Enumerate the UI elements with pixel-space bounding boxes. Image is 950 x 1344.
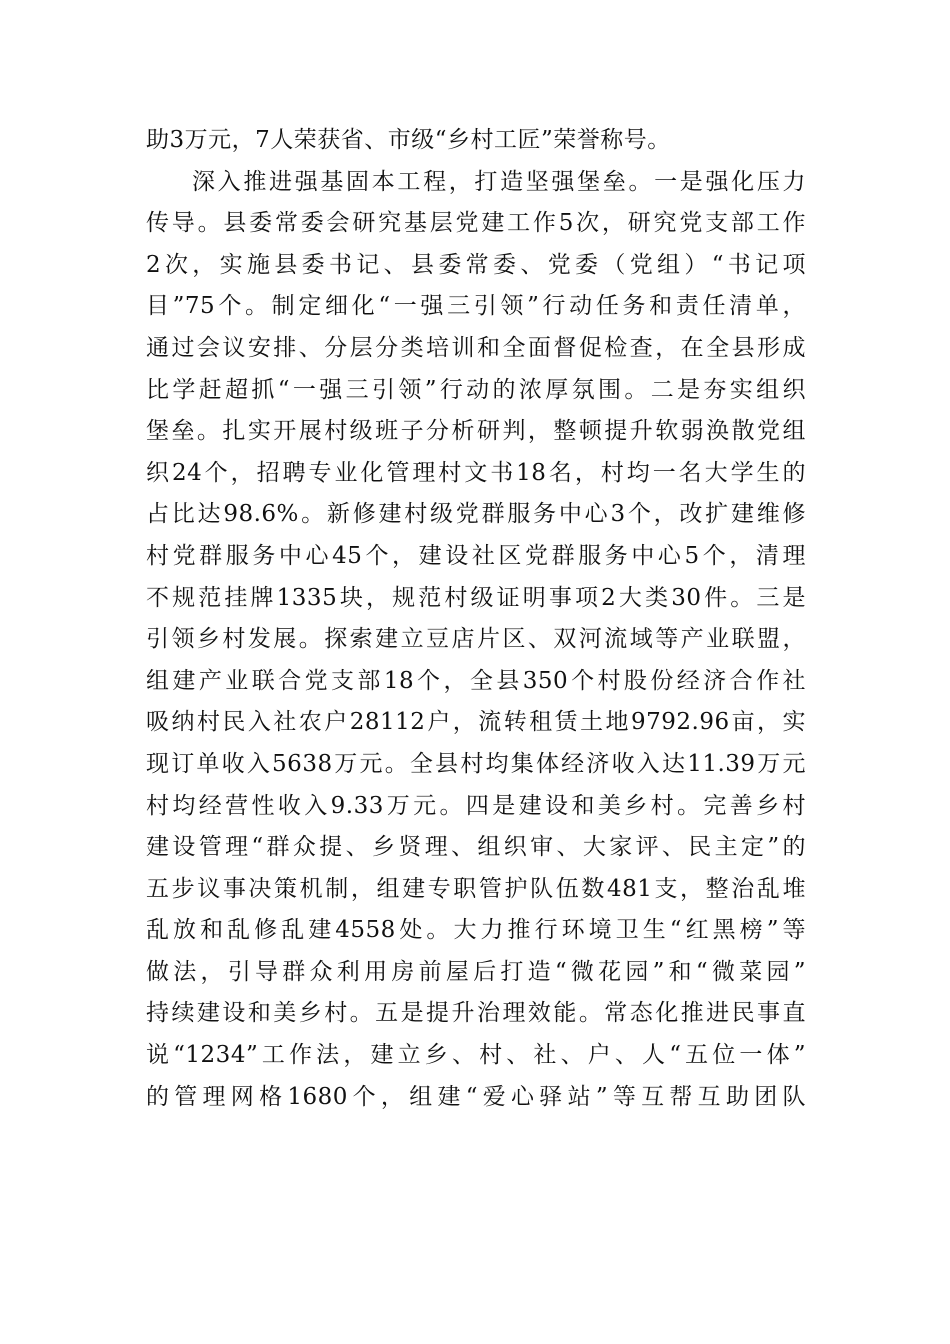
text-line: 比学赶超抓“一强三引领”行动的浓厚氛围。二是夯实组织 [146, 376, 806, 403]
text-line: 2次，实施县委书记、县委常委、党委（党组）“书记项 [146, 251, 806, 278]
text-line: 说“1234”工作法，建立乡、村、社、户、人“五位一体” [146, 1042, 806, 1069]
body-text [146, 120, 806, 1118]
text-line: 做法，引导群众利用房前屋后打造“微花园”和“微菜园” [146, 958, 806, 985]
text-line: 组建产业联合党支部18个，全县350个村股份经济合作社 [146, 667, 806, 694]
text-line: 现订单收入5638万元。全县村均集体经济收入达11.39万元 [146, 750, 806, 777]
text-line: 建设管理“群众提、乡贤理、组织审、大家评、民主定”的 [146, 834, 806, 861]
text-line: 织24个，招聘专业化管理村文书18名，村均一名大学生的 [146, 459, 806, 486]
text-line: 引领乡村发展。探索建立豆店片区、双河流域等产业联盟， [146, 626, 806, 653]
text-line: 持续建设和美乡村。五是提升治理效能。常态化推进民事直 [146, 1000, 806, 1027]
paragraph-first-line: 深入推进强基固本工程，打造坚强堡垒。一是强化压力 [192, 168, 806, 195]
text-line: 五步议事决策机制，组建专职管护队伍数481支，整治乱堆 [146, 875, 806, 902]
text-line: 通过会议安排、分层分类培训和全面督促检查，在全县形成 [146, 334, 806, 361]
text-line: 助3万元，7人荣获省、市级“乡村工匠”荣誉称号。 [146, 127, 671, 153]
text-line: 村党群服务中心45个，建设社区党群服务中心5个，清理 [146, 542, 806, 569]
text-line: 传导。县委常委会研究基层党建工作5次，研究党支部工作 [146, 210, 806, 237]
text-line: 村均经营性收入9.33万元。四是建设和美乡村。完善乡村 [146, 792, 806, 819]
text-line: 不规范挂牌1335块，规范村级证明事项2大类30件。三是 [146, 584, 806, 611]
text-line: 占比达98.6%。新修建村级党群服务中心3个，改扩建维修 [146, 501, 806, 528]
text-line: 乱放和乱修乱建4558处。大力推行环境卫生“红黑榜”等 [146, 917, 806, 944]
text-line: 目”75个。制定细化“一强三引领”行动任务和责任清单， [146, 293, 806, 320]
text-line: 的管理网格1680个，组建“爱心驿站”等互帮互助团队 [146, 1083, 806, 1110]
text-line: 堡垒。扎实开展村级班子分析研判，整顿提升软弱涣散党组 [146, 418, 806, 445]
text-line: 吸纳村民入社农户28112户，流转租赁土地9792.96亩，实 [146, 709, 806, 736]
